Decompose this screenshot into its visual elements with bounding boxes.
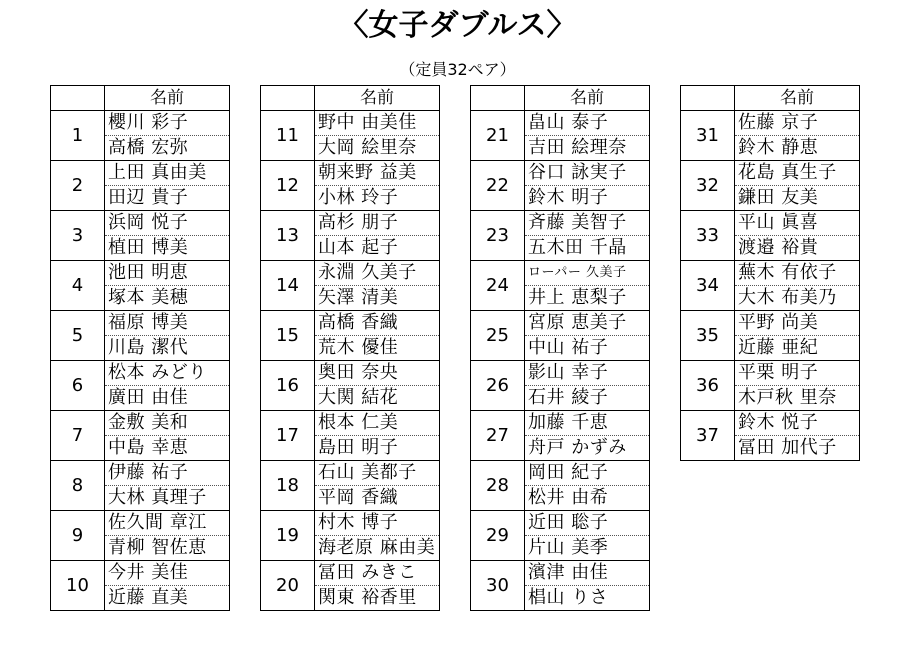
table-row bbox=[51, 411, 230, 436]
player-name: 青柳 智佐恵 bbox=[105, 536, 230, 561]
player-name: 五木田 千晶 bbox=[525, 236, 650, 261]
player-name: 海老原 麻由美 bbox=[315, 536, 440, 561]
pair-number: 17 bbox=[261, 411, 315, 461]
player-name: 渡邉 裕貴 bbox=[735, 236, 860, 261]
table-row bbox=[261, 461, 440, 486]
table-row bbox=[471, 361, 650, 386]
pair-number: 19 bbox=[261, 511, 315, 561]
player-name: 高橋 香織 bbox=[315, 311, 440, 336]
player-name: 平栗 明子 bbox=[735, 361, 860, 386]
player-name: 椙山 りさ bbox=[525, 586, 650, 611]
pair-number: 11 bbox=[261, 111, 315, 161]
pair-number: 15 bbox=[261, 311, 315, 361]
player-name: 鎌田 友美 bbox=[735, 186, 860, 211]
player-name: 永淵 久美子 bbox=[315, 261, 440, 286]
player-name: 高杉 朋子 bbox=[315, 211, 440, 236]
player-name: 近田 聡子 bbox=[525, 511, 650, 536]
player-name: 大関 結花 bbox=[315, 386, 440, 411]
pair-number: 20 bbox=[261, 561, 315, 611]
pair-number: 18 bbox=[261, 461, 315, 511]
player-name: 松本 みどり bbox=[105, 361, 230, 386]
player-name: 植田 博美 bbox=[105, 236, 230, 261]
table-row bbox=[51, 161, 230, 186]
player-name: 小林 玲子 bbox=[315, 186, 440, 211]
table-row bbox=[261, 111, 440, 136]
player-name: 島田 明子 bbox=[315, 436, 440, 461]
table-row bbox=[261, 211, 440, 236]
table-row bbox=[471, 111, 650, 136]
player-name: 吉田 絵理奈 bbox=[525, 136, 650, 161]
player-name: 花島 真生子 bbox=[735, 161, 860, 186]
player-name: 大岡 絵里奈 bbox=[315, 136, 440, 161]
table-row bbox=[471, 261, 650, 286]
pair-number: 6 bbox=[51, 361, 105, 411]
player-name: 石山 美都子 bbox=[315, 461, 440, 486]
page-subtitle: （定員32ペア） bbox=[399, 60, 516, 79]
pair-number: 24 bbox=[471, 261, 525, 311]
pair-number: 23 bbox=[471, 211, 525, 261]
table-row bbox=[261, 361, 440, 386]
pair-number: 21 bbox=[471, 111, 525, 161]
table-row bbox=[471, 511, 650, 536]
table-row bbox=[681, 411, 860, 436]
number-header bbox=[681, 86, 735, 111]
pair-number: 22 bbox=[471, 161, 525, 211]
player-name: 金敷 美和 bbox=[105, 411, 230, 436]
player-name: 廣田 由佳 bbox=[105, 386, 230, 411]
player-name: 舟戸 かずみ bbox=[525, 436, 650, 461]
player-name: 濱津 由佳 bbox=[525, 561, 650, 586]
pair-number: 4 bbox=[51, 261, 105, 311]
player-name: 谷口 詠実子 bbox=[525, 161, 650, 186]
player-name: ローパー 久美子 bbox=[525, 261, 650, 286]
table-row bbox=[51, 111, 230, 136]
pair-number: 29 bbox=[471, 511, 525, 561]
table-row bbox=[51, 461, 230, 486]
number-header bbox=[261, 86, 315, 111]
player-name: 根本 仁美 bbox=[315, 411, 440, 436]
player-name: 上田 真由美 bbox=[105, 161, 230, 186]
player-name: 関東 裕香里 bbox=[315, 586, 440, 611]
pair-number: 2 bbox=[51, 161, 105, 211]
player-name: 伊藤 祐子 bbox=[105, 461, 230, 486]
player-name: 山本 起子 bbox=[315, 236, 440, 261]
pair-number: 9 bbox=[51, 511, 105, 561]
table-row bbox=[681, 211, 860, 236]
name-header: 名前 bbox=[315, 86, 440, 111]
pair-table-2 bbox=[260, 85, 440, 611]
pair-number: 10 bbox=[51, 561, 105, 611]
player-name: 矢澤 清美 bbox=[315, 286, 440, 311]
player-name: 片山 美季 bbox=[525, 536, 650, 561]
player-name: 塚本 美穂 bbox=[105, 286, 230, 311]
player-name: 川島 潔代 bbox=[105, 336, 230, 361]
pair-number: 30 bbox=[471, 561, 525, 611]
table-row bbox=[261, 511, 440, 536]
player-name: 大木 布美乃 bbox=[735, 286, 860, 311]
player-name: 松井 由希 bbox=[525, 486, 650, 511]
player-name: 石井 綾子 bbox=[525, 386, 650, 411]
pair-number: 27 bbox=[471, 411, 525, 461]
table-row bbox=[471, 161, 650, 186]
pair-table-1 bbox=[50, 85, 230, 611]
number-header bbox=[471, 86, 525, 111]
header-row bbox=[261, 86, 440, 111]
table-row bbox=[51, 361, 230, 386]
player-name: 加藤 千恵 bbox=[525, 411, 650, 436]
name-header: 名前 bbox=[735, 86, 860, 111]
player-name: 櫻川 彩子 bbox=[105, 111, 230, 136]
player-name: 宮原 恵美子 bbox=[525, 311, 650, 336]
name-header: 名前 bbox=[525, 86, 650, 111]
player-name: 近藤 亜紀 bbox=[735, 336, 860, 361]
player-name: 田辺 貴子 bbox=[105, 186, 230, 211]
pair-number: 25 bbox=[471, 311, 525, 361]
table-row bbox=[261, 411, 440, 436]
player-name: 平山 眞喜 bbox=[735, 211, 860, 236]
table-row bbox=[51, 211, 230, 236]
pair-number: 3 bbox=[51, 211, 105, 261]
pair-number: 31 bbox=[681, 111, 735, 161]
table-row bbox=[261, 561, 440, 586]
pair-number: 14 bbox=[261, 261, 315, 311]
player-name: 今井 美佳 bbox=[105, 561, 230, 586]
player-name: 冨田 加代子 bbox=[735, 436, 860, 461]
player-name: 浜岡 悦子 bbox=[105, 211, 230, 236]
table-row bbox=[681, 261, 860, 286]
pair-table-3 bbox=[470, 85, 650, 611]
pair-number: 12 bbox=[261, 161, 315, 211]
player-name: 朝来野 益美 bbox=[315, 161, 440, 186]
header-row bbox=[51, 86, 230, 111]
table-row bbox=[471, 311, 650, 336]
player-name: 鈴木 静恵 bbox=[735, 136, 860, 161]
pair-number: 16 bbox=[261, 361, 315, 411]
player-name: 野中 由美佳 bbox=[315, 111, 440, 136]
name-header: 名前 bbox=[105, 86, 230, 111]
header-row bbox=[471, 86, 650, 111]
player-name: 村木 博子 bbox=[315, 511, 440, 536]
pair-table-4 bbox=[680, 85, 860, 461]
player-name: 佐藤 京子 bbox=[735, 111, 860, 136]
player-name: 井上 恵梨子 bbox=[525, 286, 650, 311]
player-name: 荒木 優佳 bbox=[315, 336, 440, 361]
table-row bbox=[261, 161, 440, 186]
table-row bbox=[51, 511, 230, 536]
player-name: 畠山 泰子 bbox=[525, 111, 650, 136]
table-row bbox=[471, 461, 650, 486]
pair-number: 13 bbox=[261, 211, 315, 261]
table-row bbox=[51, 261, 230, 286]
player-name: 冨田 みきこ bbox=[315, 561, 440, 586]
pair-number: 28 bbox=[471, 461, 525, 511]
player-name: 奥田 奈央 bbox=[315, 361, 440, 386]
pair-number: 26 bbox=[471, 361, 525, 411]
table-row bbox=[471, 211, 650, 236]
table-row bbox=[681, 311, 860, 336]
player-name: 蕪木 有依子 bbox=[735, 261, 860, 286]
pair-number: 35 bbox=[681, 311, 735, 361]
player-name: 福原 博美 bbox=[105, 311, 230, 336]
player-name: 中山 祐子 bbox=[525, 336, 650, 361]
table-row bbox=[471, 411, 650, 436]
player-name: 岡田 紀子 bbox=[525, 461, 650, 486]
table-row bbox=[681, 111, 860, 136]
player-name: 高橋 宏弥 bbox=[105, 136, 230, 161]
player-name: 木戸秋 里奈 bbox=[735, 386, 860, 411]
pair-number: 7 bbox=[51, 411, 105, 461]
header-row bbox=[681, 86, 860, 111]
table-row bbox=[51, 311, 230, 336]
table-row bbox=[471, 561, 650, 586]
player-name: 影山 幸子 bbox=[525, 361, 650, 386]
table-row bbox=[681, 361, 860, 386]
player-name: 平岡 香織 bbox=[315, 486, 440, 511]
player-name: 斉藤 美智子 bbox=[525, 211, 650, 236]
player-name: 大林 真理子 bbox=[105, 486, 230, 511]
pair-number: 36 bbox=[681, 361, 735, 411]
player-name: 平野 尚美 bbox=[735, 311, 860, 336]
pair-number: 34 bbox=[681, 261, 735, 311]
pair-number: 32 bbox=[681, 161, 735, 211]
table-row bbox=[261, 311, 440, 336]
pair-number: 5 bbox=[51, 311, 105, 361]
pair-number: 1 bbox=[51, 111, 105, 161]
player-name: 鈴木 明子 bbox=[525, 186, 650, 211]
pair-number: 37 bbox=[681, 411, 735, 461]
player-name: 池田 明恵 bbox=[105, 261, 230, 286]
table-row bbox=[51, 561, 230, 586]
pair-number: 8 bbox=[51, 461, 105, 511]
table-row bbox=[681, 161, 860, 186]
player-name: 近藤 直美 bbox=[105, 586, 230, 611]
player-name: 佐久間 章江 bbox=[105, 511, 230, 536]
pair-number: 33 bbox=[681, 211, 735, 261]
page-title: 〈女子ダブルス〉 bbox=[338, 8, 577, 43]
player-name: 中島 幸恵 bbox=[105, 436, 230, 461]
table-row bbox=[261, 261, 440, 286]
player-name: 鈴木 悦子 bbox=[735, 411, 860, 436]
number-header bbox=[51, 86, 105, 111]
